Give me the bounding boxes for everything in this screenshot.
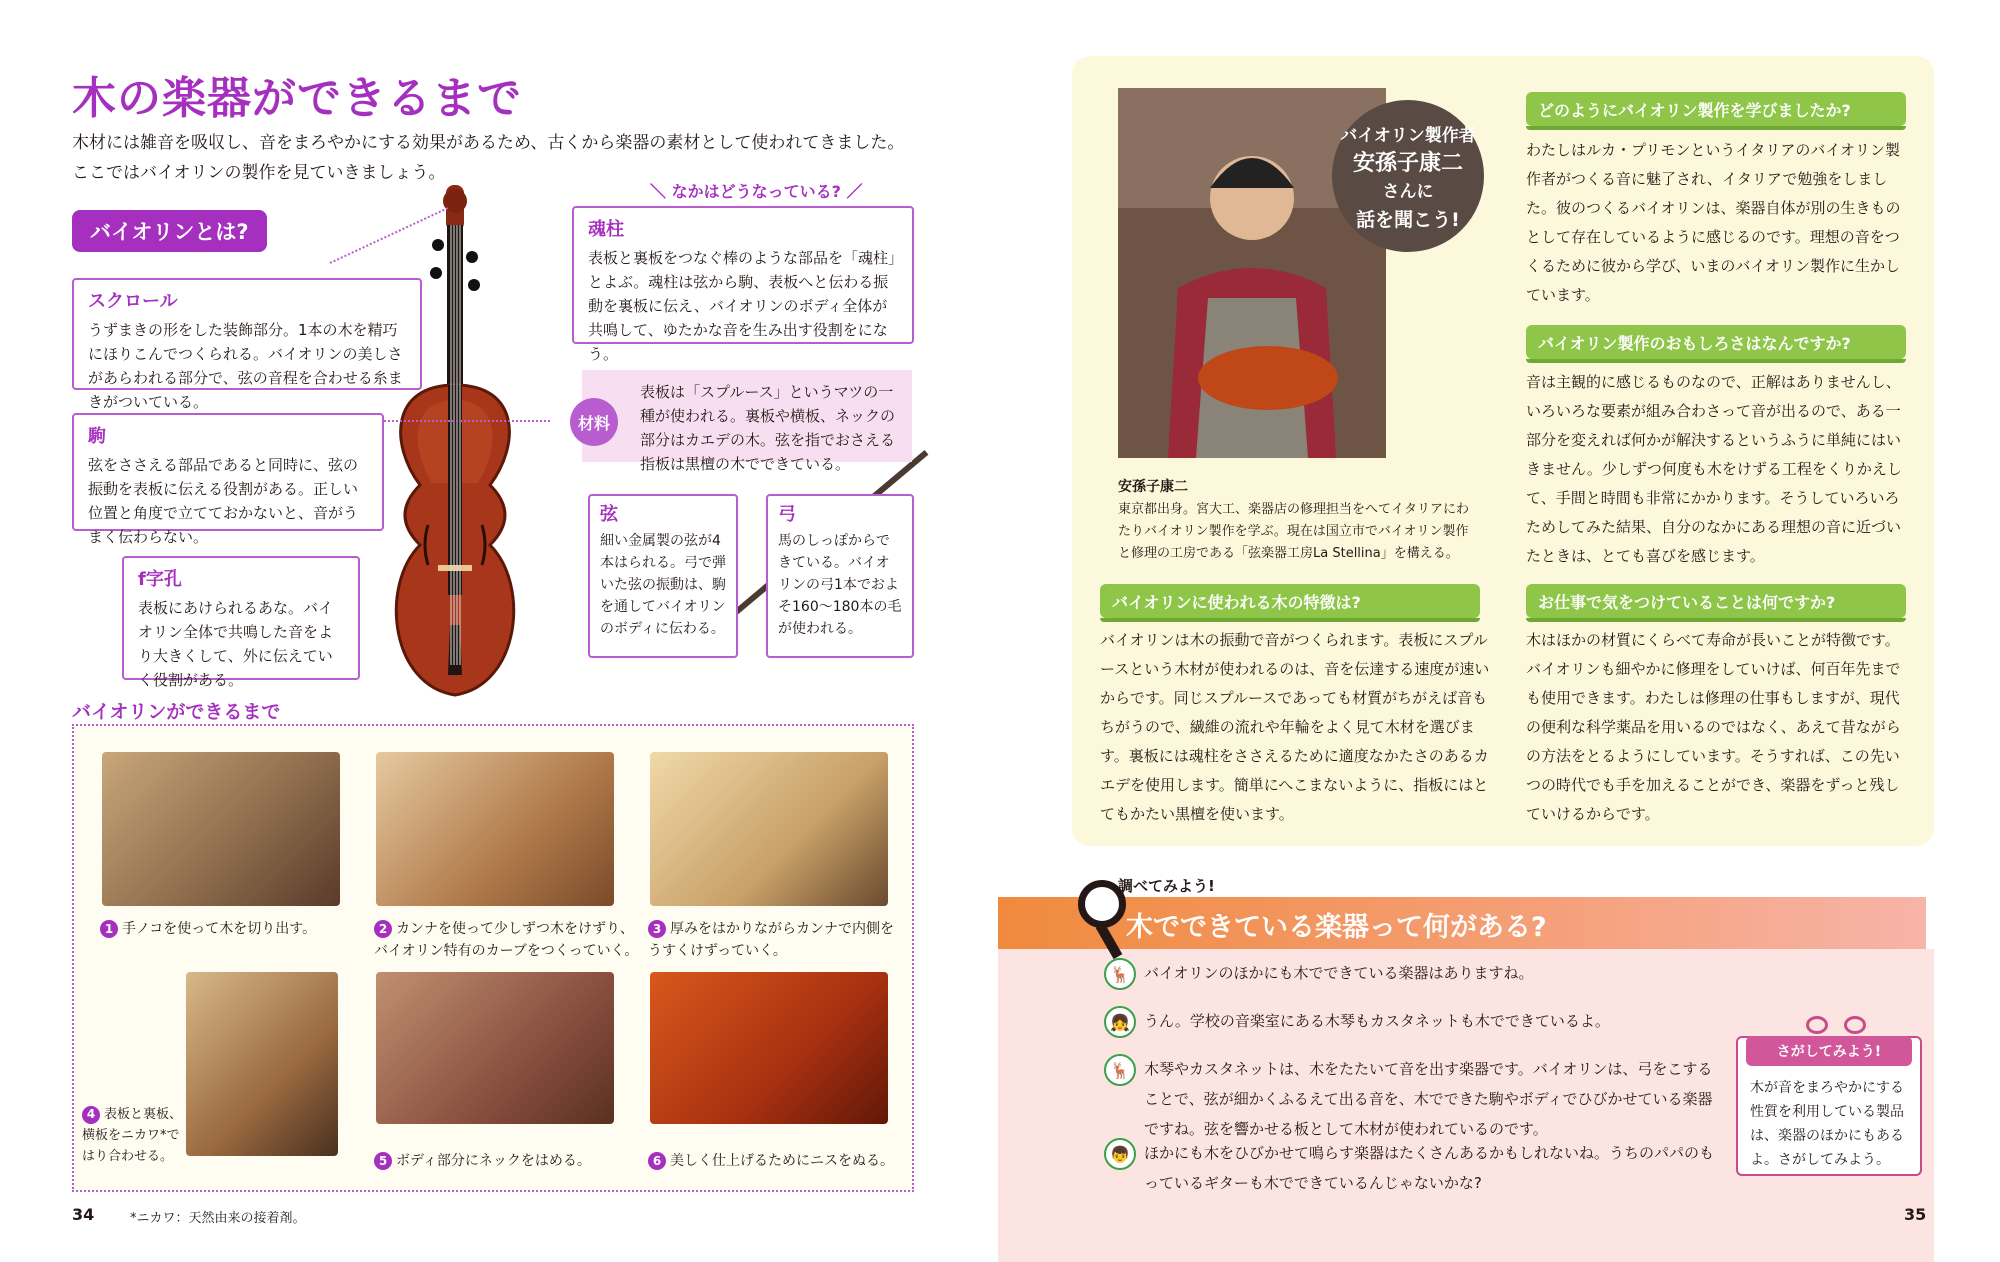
question-4: お仕事で気をつけていることは何ですか? — [1526, 584, 1906, 618]
fhole-text: 表板にあけられるあな。バイオリン全体で共鳴した音をより大きくして、外に伝えていく役割がある。 — [138, 599, 334, 689]
question-3: バイオリンに使われる木の特徴は? — [1100, 584, 1480, 618]
material-box: 表板は「スプルース」というマツの一種が使われる。裏板や横板、ネックの部分はカエデの木。弦を指でおさえる指板は黒檀の木でできている。 — [582, 370, 912, 462]
inside-heading: ＼ なかはどうなっている? ／ — [650, 182, 863, 201]
page-title: 木の楽器ができるまで — [72, 73, 522, 124]
step-4-caption — [82, 1104, 188, 1167]
girl-avatar-icon: 👧 — [1104, 1006, 1136, 1038]
step-text: 表板と裏板、横板をニカワ*ではり合わせる。 — [82, 1107, 183, 1164]
step-text: カンナを使って少しずつ木をけずり、バイオリン特有のカーブをつくっていく。 — [374, 921, 639, 959]
page-number-left: 34 — [72, 1205, 95, 1224]
bridge-box — [72, 413, 384, 546]
research-label: 調べてみよう! — [1118, 877, 1215, 895]
profile-text: 東京都出身。宮大工、楽器店の修理担当をへてイタリアにわたりバイオリン製作を学ぶ。現在は国立市でバイオリン製作と修理の工房である「弦楽器工房La Stellina」を構える。 — [1118, 502, 1470, 561]
question-1: どのようにバイオリン製作を学びましたか? — [1526, 92, 1906, 126]
step-5-caption — [374, 1150, 634, 1172]
bridge-text: 弦をささえる部品であると同時に、弦の振動を表板に伝える役割がある。正しい位置と角度で立てておかないと、音がうまく伝わらない。 — [88, 456, 359, 546]
step-text: 美しく仕上げるためにニスをぬる。 — [670, 1153, 894, 1169]
research-title: 木でできている楽器って何がある? — [998, 897, 1926, 949]
step-text: ボディ部分にネックをはめる。 — [396, 1153, 591, 1169]
dialogue-text: うん。学校の音楽室にある木琴もカスタネットも木でできているよ。 — [1144, 1012, 1610, 1030]
boy-avatar-icon: 👦 — [1104, 1138, 1136, 1170]
step-number: 2 — [374, 920, 392, 938]
step-1-caption — [100, 918, 350, 940]
page-number-right: 35 — [1904, 1205, 1927, 1224]
answer-2: 音は主観的に感じるものなので、正解はありませんし、いろいろな要素が組み合わさって音が出るので、ある一部分を変えれば何かが解決するというふうに単純にはいきません。少しずつ何度も木をけずる工程をくりかえして、手間と時間も非常にかかります。そうしていろいろためしてみた結果、自分のなかにある理想の音に近づいたときは、とても喜びを感じます。 — [1526, 373, 1902, 565]
step-5-photo — [376, 972, 614, 1124]
step-number: 1 — [100, 920, 118, 938]
fhole-title: f字孔 — [138, 569, 182, 590]
step-number: 4 — [82, 1106, 100, 1124]
bubble-line: 話を聞こう! — [1356, 209, 1460, 231]
leader-line — [380, 420, 550, 422]
intro-line-2: ここではバイオリンの製作を見ていきましょう。 — [72, 163, 446, 183]
profile-name: 安孫子康二 — [1118, 479, 1188, 495]
bubble-line: バイオリン製作者 — [1340, 126, 1476, 146]
bubble-line: 安孫子康二 — [1352, 151, 1463, 176]
dialogue-line — [1104, 1138, 1724, 1198]
answer-3: バイオリンは木の振動で音がつくられます。表板にスプルースという木材が使われるのは、音を伝達する速度が速いからです。同じスプルースであっても材質がちがえば音もちがうので、繊維の流れや年輪をよく見て木材を選びます。裏板には魂柱をささえるために適度なかたさのあるカエデを使用します。簡単にへこまないように、指板にはとてもかたい黒檀を使います。 — [1100, 631, 1490, 823]
soundpost-text: 表板と裏板をつなぐ棒のような部品を「魂柱」とよぶ。魂柱は弦から駒、表板へと伝わる振動を裏板に伝え、バイオリンのボディ全体が共鳴して、ゆたかな音を生み出す役割をになう。 — [588, 249, 896, 363]
footnote: *ニカワ：天然由来の接着剤。 — [130, 1211, 306, 1226]
dialogue-text: ほかにも木をひびかせて鳴らす楽器はたくさんあるかもしれないね。うちのパパのもっているギターも木でできているんじゃないかな? — [1144, 1144, 1715, 1192]
answer-1: わたしはルカ・プリモンというイタリアのバイオリン製作者がつくる音に魅了され、イタリアで勉強をしました。彼のつくるバイオリンは、楽器自体が別の生きものとして存在しているように感じるのです。理想の音をつくるために彼から学び、いまのバイオリン製作に生かしています。 — [1526, 141, 1901, 304]
step-number: 6 — [648, 1152, 666, 1170]
sagashi-box: 木が音をまろやかにする性質を利用している製品は、楽器のほかにもあるよ。さがしてみよう。 — [1736, 1036, 1922, 1176]
bow-title: 弓 — [778, 504, 796, 525]
intro-line-1: 木材には雑音を吸収し、音をまろやかにする効果があるため、古くから楽器の素材として使われてきました。 — [72, 133, 905, 153]
bow-box — [766, 494, 914, 658]
step-number: 3 — [648, 920, 666, 938]
string-title: 弦 — [600, 504, 618, 525]
step-2-caption — [374, 918, 644, 962]
bridge-title: 駒 — [88, 426, 106, 447]
dialogue-line — [1104, 1006, 1724, 1038]
sagashi-title: さがしてみよう! — [1746, 1036, 1912, 1066]
step-4-photo — [186, 972, 338, 1156]
bubble-line: さんに — [1382, 182, 1434, 202]
inside-heading-text: なかはどうなっている? — [671, 182, 841, 201]
step-2-photo — [376, 752, 614, 906]
bow-text: 馬のしっぽからできている。バイオリンの弓1本でおよそ160～180本の毛が使われる。 — [778, 533, 902, 637]
step-3-photo — [650, 752, 888, 906]
fhole-box — [122, 556, 360, 689]
making-heading: バイオリンができるまで — [72, 701, 281, 723]
question-2: バイオリン製作のおもしろさはなんですか? — [1526, 325, 1906, 359]
scroll-text: うずまきの形をした装飾部分。1本の木を精巧にほりこんでつくられる。バイオリンの美しさがあらわれる部分で、弦の音程を合わせる糸まきがついている。 — [88, 321, 403, 411]
scroll-box — [72, 278, 422, 411]
making-process-box — [72, 724, 914, 1192]
step-6-photo — [650, 972, 888, 1124]
string-text: 細い金属製の弦が4本はられる。弓で弾いた弦の振動は、駒を通してバイオリンのボディに伝わる。 — [600, 533, 726, 637]
violin-heading: バイオリンとは? — [72, 210, 267, 252]
dialogue-text: 木琴やカスタネットは、木をたたいて音を出す楽器です。バイオリンは、弓をこすることで、弦が細かくふるえて出る音を、木でできた駒やボディでひびかせている楽器ですね。弦を響かせる板として木材が使われているのです。 — [1144, 1060, 1713, 1138]
glasses-icon — [1806, 1016, 1866, 1036]
teacher-avatar-icon: 🦌 — [1104, 958, 1136, 990]
violin-image — [370, 185, 540, 705]
string-box — [588, 494, 738, 658]
dialogue-line — [1104, 1054, 1724, 1144]
soundpost-title: 魂柱 — [588, 219, 624, 240]
dialogue-text: バイオリンのほかにも木でできている楽器はありますね。 — [1144, 964, 1534, 982]
step-text: 厚みをはかりながらカンナで内側をうすくけずっていく。 — [648, 921, 894, 959]
scroll-title: スクロール — [88, 291, 178, 312]
interview-bubble — [1332, 100, 1484, 252]
dialogue-line — [1104, 958, 1724, 990]
material-badge: 材料 — [570, 398, 618, 446]
step-number: 5 — [374, 1152, 392, 1170]
teacher-avatar-icon: 🦌 — [1104, 1054, 1136, 1086]
interviewee-profile — [1118, 476, 1478, 565]
step-3-caption — [648, 918, 898, 962]
step-text: 手ノコを使って木を切り出す。 — [122, 921, 317, 937]
step-6-caption — [648, 1150, 898, 1172]
step-1-photo — [102, 752, 340, 906]
soundpost-box — [572, 206, 914, 363]
answer-4: 木はほかの材質にくらべて寿命が長いことが特徴です。バイオリンも細やかに修理をしていけば、何百年先までも使用できます。わたしは修理の仕事もしますが、現代の便利な科学薬品を用いるのではなく、あえて昔ながらの方法をとるようにしています。そうすれば、この先いつの時代でも手を加えることができ、楽器をずっと残していけるからです。 — [1526, 631, 1901, 823]
